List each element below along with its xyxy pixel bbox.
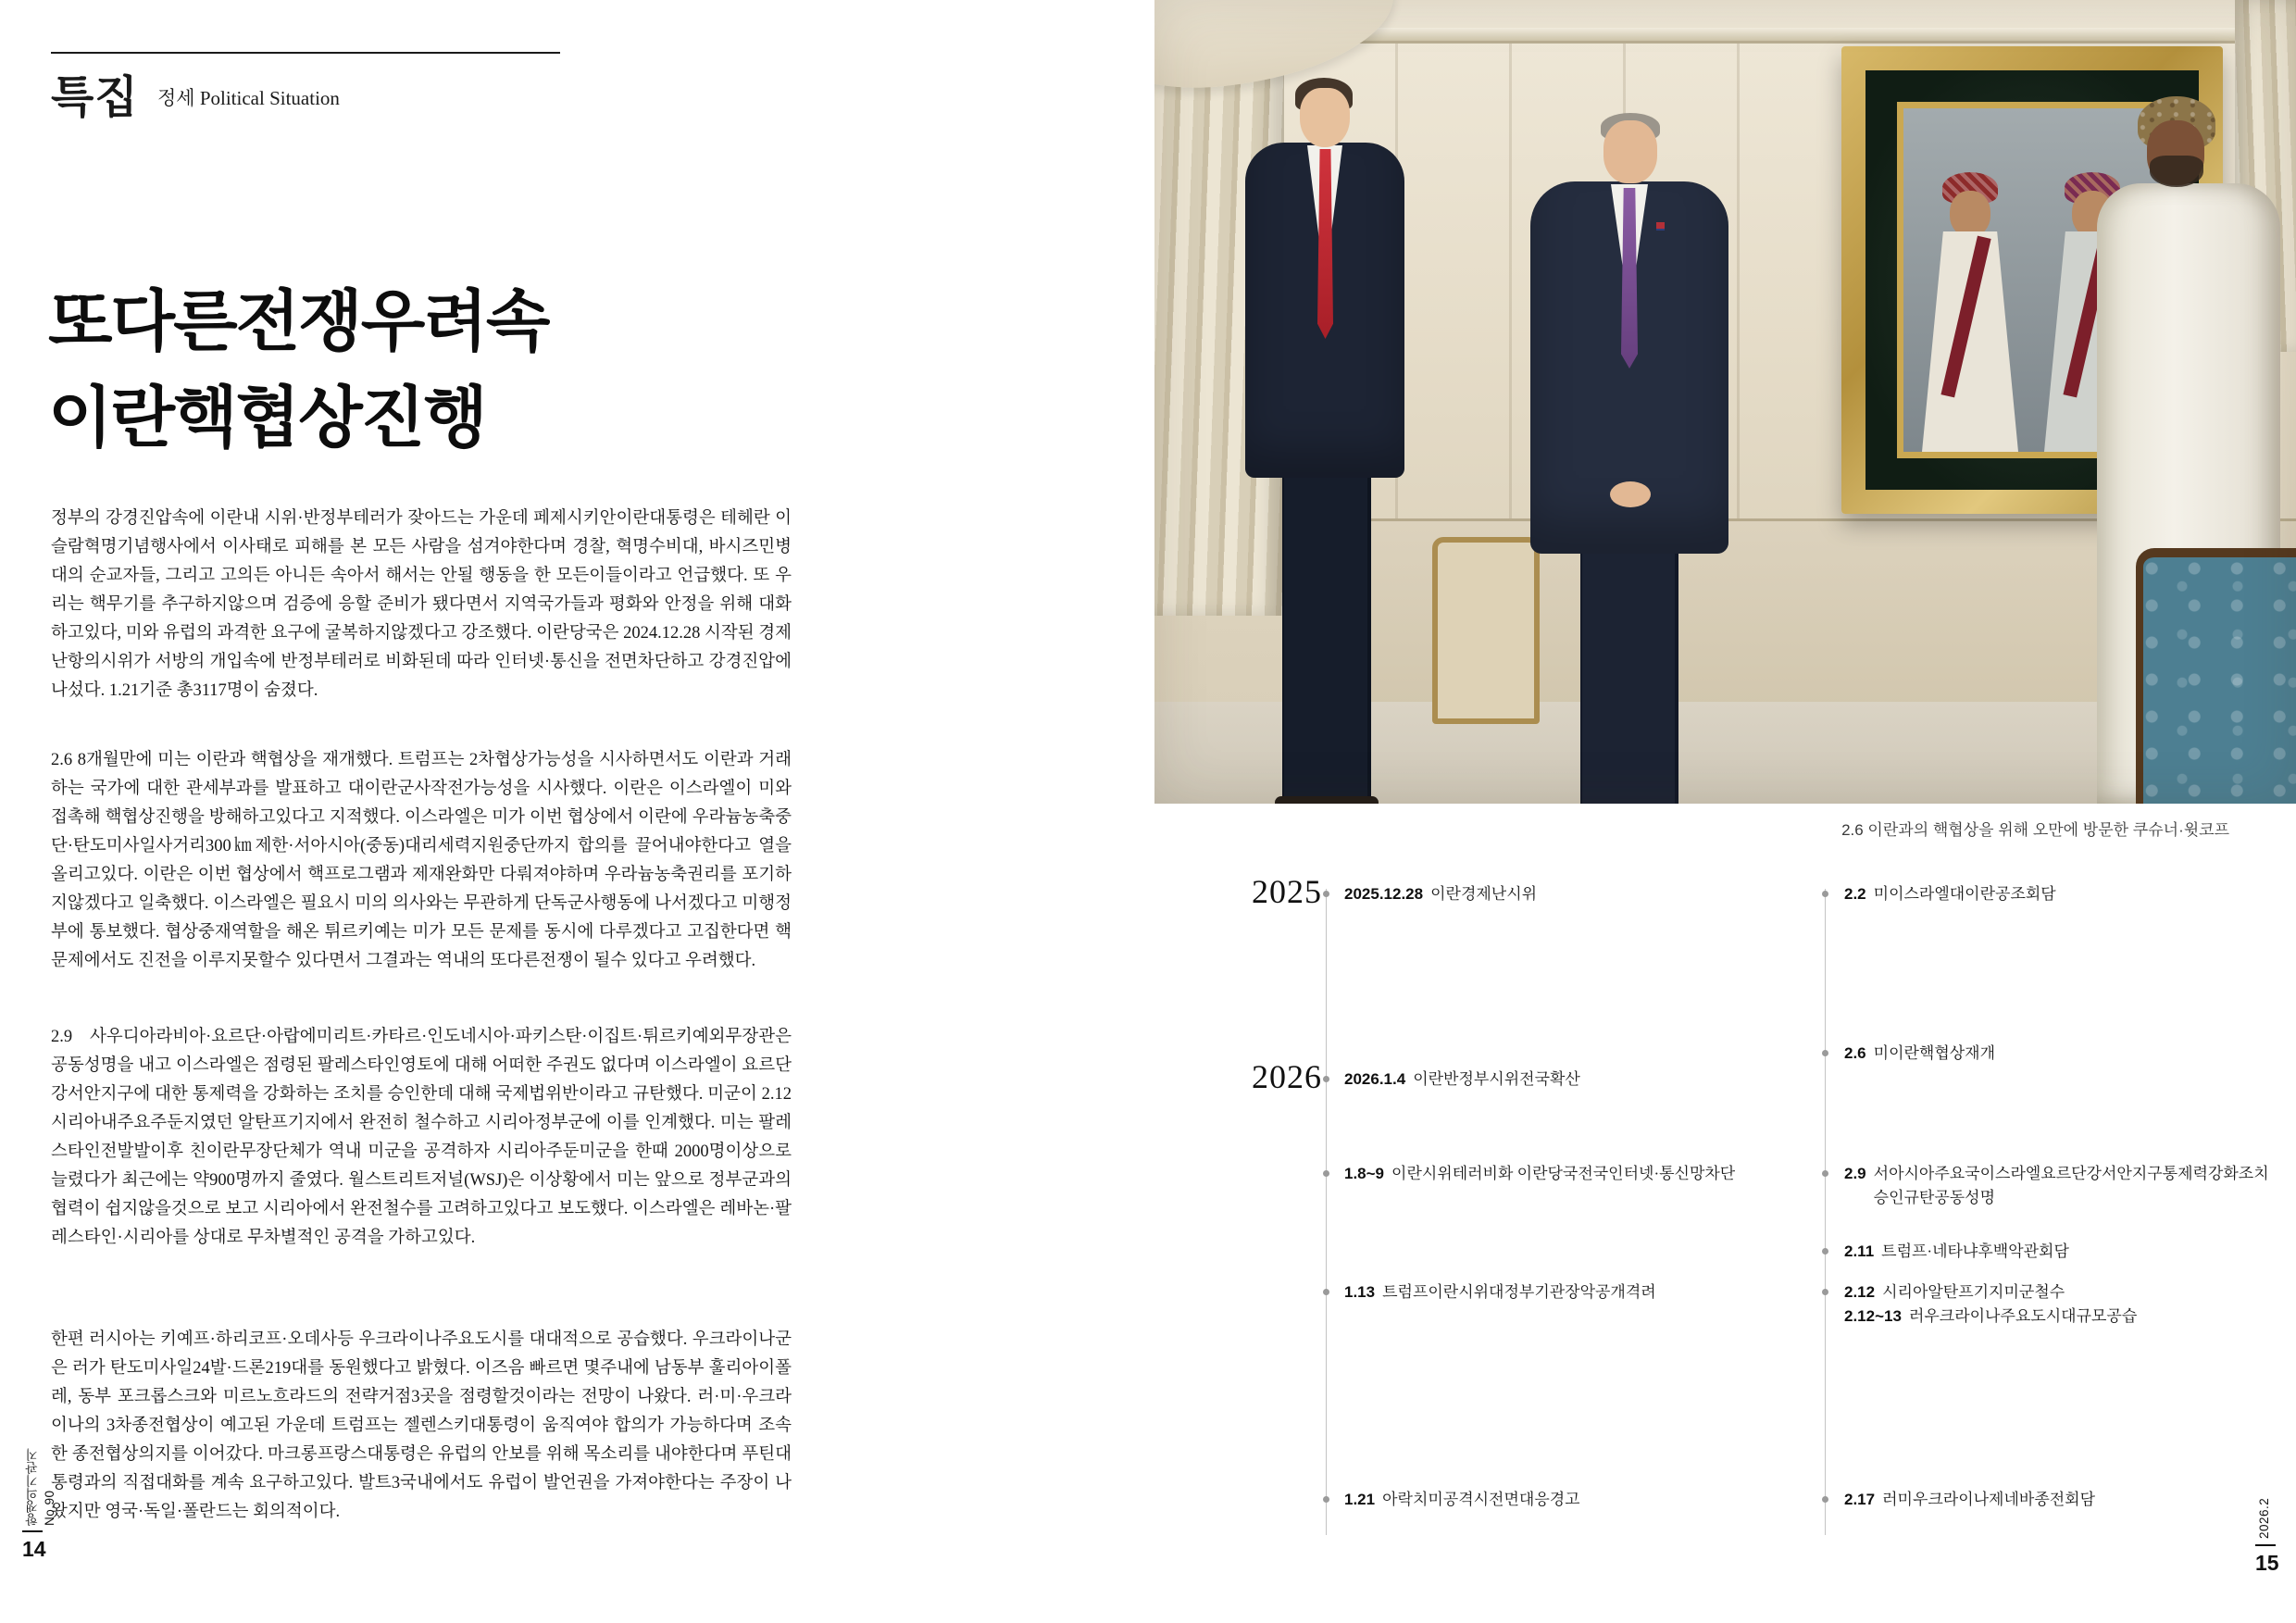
timeline-event-text: 러미우크라이나제네바종전회담 xyxy=(1882,1491,2096,1508)
article-paragraph: 한편 러시아는 키예프·하리코프·오데사등 우크라이나주요도시를 대대적으로 공습했다. 우크라이나군은 러가 탄도미사일24발·드론219대를 동원했다고 밝혔다. 이즈음 빠르면 몇주내에 남동부 훌리아이폴레, 동부 포크롭스크와 미르노흐라드의 전략거점3곳을 점령할것이라는 전망이 나왔다. 러·미·우크라이나의 3차종전협상이 예고된 가운데 트럼프는 젤렌스키대통령이 움직여야 합의가 가능하다며 조속한 종전협상의지를 이어갔다. 마크롱프랑스대통령은 유럽의 안보를 위해 목소리를 내야한다며 푸틴대통령과의 직접대화를 계속 요구하고있다. 발트3국내에서도 유럽이 발언권을 가져야한다는 주장이 나왔지만 영국·독일·폴란드는 회의적이다. xyxy=(51,1330,792,1521)
figure-purple-tie xyxy=(1621,188,1638,368)
timeline-event xyxy=(1344,1067,1580,1092)
article-title-line2: 이란핵협상진행 xyxy=(48,381,486,456)
timeline-event-date: 2.9 xyxy=(1844,1165,1866,1182)
figure-face xyxy=(1603,120,1657,183)
royal-head xyxy=(1950,191,1990,237)
timeline-dot xyxy=(1822,1248,1828,1255)
section-title: 특집 xyxy=(51,73,139,122)
timeline-dot xyxy=(1323,1170,1329,1177)
left-page-number: 14 xyxy=(22,1537,46,1561)
timeline-event-text: 시리아알탄프기지미군철수 xyxy=(1882,1283,2065,1301)
timeline-event-text: 러우크라이나주요도시대규모공습 xyxy=(1908,1307,2138,1325)
timeline-year-2026: 2026 xyxy=(1252,1058,1322,1095)
timeline-event xyxy=(1344,1280,1656,1305)
timeline-event-text: 미이란핵협상재개 xyxy=(1873,1044,1996,1062)
figure-legs xyxy=(1282,476,1371,802)
timeline-dot xyxy=(1323,1076,1329,1082)
article-title xyxy=(48,274,548,467)
section-subtitle xyxy=(157,83,340,111)
timeline-line-left xyxy=(1326,889,1327,1535)
timeline-event-date: 2.12~13 xyxy=(1844,1307,1902,1325)
figure-face xyxy=(1300,88,1350,147)
right-page-number: 15 xyxy=(2255,1551,2279,1575)
photo-caption: 2.6 이란과의 핵협상을 위해 오만에 방문한 쿠슈너·윗코프 xyxy=(1841,821,2229,839)
timeline-event-date: 2025.12.28 xyxy=(1344,885,1424,903)
timeline-dot xyxy=(1323,1496,1329,1503)
timeline-event xyxy=(1844,1280,2065,1305)
timeline-dot xyxy=(1323,891,1329,897)
timeline-event xyxy=(1844,1488,2095,1512)
timeline-event-date: 1.13 xyxy=(1344,1283,1376,1301)
section-category: 정세 xyxy=(157,87,195,109)
timeline-dot xyxy=(1822,1289,1828,1295)
timeline-event-text: 이란반정부시위전국확산 xyxy=(1413,1070,1580,1088)
left-side-journal-text: 항쟁의기관지 No.90 xyxy=(26,1448,56,1526)
figure-legs xyxy=(1580,554,1678,804)
timeline-event xyxy=(1344,1162,1735,1186)
timeline-event xyxy=(1844,1162,2272,1210)
timeline-event-text: 아락치미공격시전면대응경고 xyxy=(1382,1491,1580,1508)
timeline-dot xyxy=(1822,1050,1828,1056)
timeline-event-text: 이란경제난시위 xyxy=(1430,885,1538,903)
figure-beard xyxy=(2150,156,2203,187)
right-side-issue-text: 2026.2 xyxy=(2257,1497,2271,1539)
right-folio-rule xyxy=(2255,1544,2276,1546)
photo-blue-sofa xyxy=(2136,548,2296,804)
article-paragraph: 2.6 8개월만에 미는 이란과 핵협상을 재개했다. 트럼프는 2차협상가능성을 시사하면서도 이란과 거래하는 국가에 대한 관세부과를 발표하고 대이란군사작전가능성을 시사했다. 이란은 이스라엘이 미와 접촉해 핵협상진행을 방해하고있다고 지적했다. 이스라엘은 미가 이번 협상에서 이란에 우라늄농축중단·탄도미사일사거리300㎞제한·서아시아(중동)대리세력지원중단까지 합의를 끌어내야한다고 열을 올리고있다. 이란은 이번 협상에서 핵프로그램과 제재완화만 다뤄져야하며 우라늄농축권리를 포기하지않겠다고 일축했다. 이스라엘은 필요시 미의 의사와는 무관하게 단독군사행동에 나서겠다고 미행정부에 통보했다. 협상중재역할을 해온 튀르키예는 미가 모든 문제를 동시에 다루겠다고 고집한다면 핵문제에서도 진전을 이루지못할수 있다면서 그결과는 역내의 또다른전쟁이 될수 있다고 우려했다. xyxy=(51,751,792,970)
timeline-event-date: 1.21 xyxy=(1344,1491,1376,1508)
header-rule xyxy=(51,52,560,54)
timeline-event xyxy=(1344,882,1537,906)
photo-iran-talks-oman xyxy=(1154,0,2296,804)
article-paragraph: 2.9 사우디아라비아·요르단·아랍에미리트·카타르·인도네시아·파키스탄·이집트·튀르키예외무장관은 공동성명을 내고 이스라엘은 점령된 팔레스타인영토에 대해 어떠한 주권도 없다며 이스라엘이 요르단강서안지구에 대한 통제력을 강화하는 조치를 승인한데 대해 국제법위반이라고 규탄했다. 미군이 2.12 시리아내주요주둔지였던 알탄프기지에서 완전히 철수하고 시리아정부군에 이를 인계했다. 미는 팔레스타인전발발이후 친이란무장단체가 역내 미군을 공격하자 시리아주둔미군을 한때 2000명이상으로 늘렸다가 최근에는 약900명까지 줄였다. 월스트리트저널(WSJ)은 이상황에서 미는 앞으로 정부군과의 협력이 쉽지않을것으로 보고 시리아에서 완전철수를 고려하고있다고 보도했다. 이스라엘은 레바논·팔레스타인·시리아를 상대로 무차별적인 공격을 가하고있다. xyxy=(51,1028,792,1247)
timeline-event-date: 2.17 xyxy=(1844,1491,1876,1508)
timeline-event-text: 서아시아주요국이스라엘요르단강서안지구통제력강화조치 승인규탄공동성명 xyxy=(1873,1165,2269,1206)
section-category-en: Political Situation xyxy=(199,87,340,109)
timeline-dot xyxy=(1822,1496,1828,1503)
left-folio-rule xyxy=(22,1530,43,1532)
figure-witkoff xyxy=(1516,113,1747,804)
figure-kushner xyxy=(1229,78,1423,804)
timeline-dot xyxy=(1323,1289,1329,1295)
figure-shoes xyxy=(1275,796,1379,804)
timeline-event xyxy=(1844,1042,1995,1066)
timeline-event-date: 1.8~9 xyxy=(1344,1165,1385,1182)
timeline-year-2025: 2025 xyxy=(1252,873,1322,910)
timeline-event-text: 미이스라엘대이란공조회담 xyxy=(1873,885,2056,903)
portrait-royal-left xyxy=(1918,170,2022,452)
timeline-event xyxy=(1844,882,2056,906)
timeline-event-text: 이란시위테러비화 이란당국전국인터넷·통신망차단 xyxy=(1391,1165,1736,1182)
timeline-event-date: 2.11 xyxy=(1844,1242,1875,1260)
timeline-dot xyxy=(1822,891,1828,897)
article-paragraph: 정부의 강경진압속에 이란내 시위·반정부테러가 잦아드는 가운데 페제시키안이란대통령은 테헤란 이슬람혁명기념행사에서 이사태로 피해를 본 모든 사람을 섬겨야한다며 경찰, 혁명수비대, 바시즈민병대의 순교자들, 그리고 고의든 아니든 속아서 해서는 안될 행동을 한 모든이들이라고 언급했다. 또 우리는 핵무기를 추구하지않으며 검증에 응할 준비가 됐다면서 지역국가들과 평화와 안정을 위해 대화하고있다, 미와 유럽의 과격한 요구에 굴복하지않겠다고 강조했다. 이란당국은 2024.12.28 시작된 경제난항의시위가 서방의 개입속에 반정부테러로 비화된데 따라 인터넷·통신을 전면차단하고 강경진압에 나섰다. 1.21기준 총3117명이 숨졌다. xyxy=(51,509,792,700)
timeline-line-right xyxy=(1825,889,1826,1535)
timeline-event-text: 트럼프·네타냐후백악관회담 xyxy=(1881,1242,2069,1260)
timeline-event-date: 2026.1.4 xyxy=(1344,1070,1406,1088)
timeline-event-text: 트럼프이란시위대정부기관장악공개격려 xyxy=(1382,1283,1656,1301)
timeline-event xyxy=(1844,1305,2137,1329)
timeline-event xyxy=(1344,1488,1580,1512)
timeline-event-date: 2.6 xyxy=(1844,1044,1866,1062)
figure-red-tie xyxy=(1317,149,1333,339)
article-title-line1: 또다른전쟁우려속 xyxy=(48,285,549,359)
timeline-event xyxy=(1844,1240,2069,1264)
figure-hands xyxy=(1610,481,1651,507)
timeline-dot xyxy=(1822,1170,1828,1177)
timeline-event-date: 2.12 xyxy=(1844,1283,1876,1301)
figure-flag-pin xyxy=(1656,222,1665,229)
timeline-event-date: 2.2 xyxy=(1844,885,1866,903)
